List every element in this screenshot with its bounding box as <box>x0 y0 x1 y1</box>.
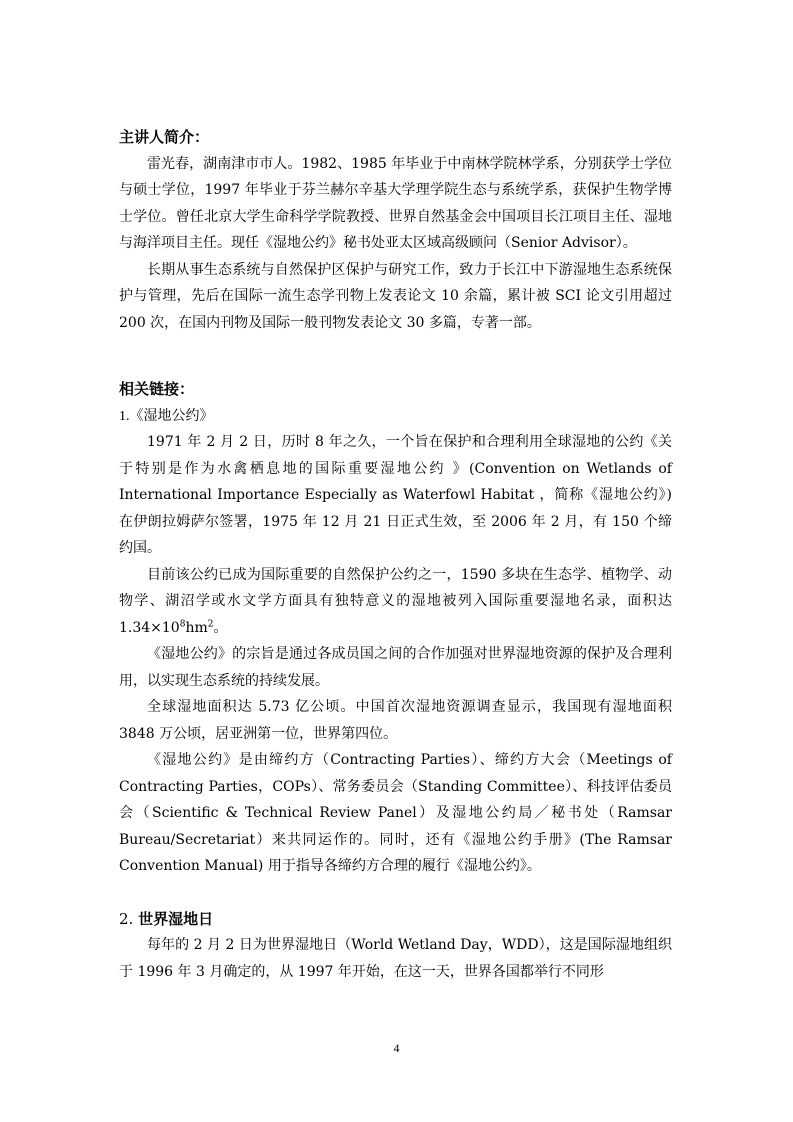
area-unit: hm <box>185 619 208 636</box>
speaker-research-paragraph: 长期从事生态系统与自然保护区保护与研究工作，致力于长江中下游湿地生态系统保护与管理，先后在国际一流生态学刊物上发表论文 10 余篇，累计被 SCI 论文引用超过 200 次，在国内刊物及国际一般刊物发表论文 30 多篇，专著一部。 <box>119 261 672 331</box>
area-unit-exponent: 2 <box>207 618 214 629</box>
wetland-day-paragraph: 每年的 2 月 2 日为世界湿地日（World Wetland Day，WDD），这是国际湿地组织于 1996 年 3 月确定的，从 1997 年开始，在这一天，世界各国都举行不同形 <box>119 937 672 980</box>
section1-title <box>119 403 672 430</box>
convention-area-paragraph <box>119 562 672 642</box>
section2-title <box>119 906 672 933</box>
page-content <box>119 124 672 985</box>
section2-title-text: 世界湿地日 <box>138 909 214 928</box>
section1-title-text: 《湿地公约》 <box>129 407 214 424</box>
speaker-bio-paragraph: 雷光春，湖南津市市人。1982、1985 年毕业于中南林学院林学系，分别获学士学位与硕士学位，1997 年毕业于芬兰赫尔辛基大学理学院生态与系统学系，获保护生物学博士学位。曾任北京大学生命科学学院教授、世界自然基金会中国项目长江项目主任、湿地与海洋项目主任。现任《湿地公约》秘书处亚太区域高级顾问（Senior Advisor）。 <box>119 155 672 251</box>
convention-structure-paragraph: 《湿地公约》是由缔约方（Contracting Parties）、缔约方大会（Meetings of Contracting Parties，COPs）、常务委员会（Standing Committee）、科技评估委员会（Scientific & Technical Review Panel）及湿地公约局／秘书处（Ramsar Bureau/Secretariat）来共同运作的。同时，还有《湿地公约手册》(The Ramsar Convention Manual) 用于指导各缔约方合理的履行《湿地公约》。 <box>119 752 672 874</box>
spacer <box>119 336 672 376</box>
links-heading: 相关链接： <box>119 380 195 398</box>
area-exponent: 8 <box>179 618 186 629</box>
page-number: 4 <box>393 1041 400 1055</box>
section1-number: 1. <box>119 408 130 424</box>
area-text: 目前该公约已成为国际重要的自然保护公约之一，1590 多块在生态学、植物学、动物学、湖沼学或水文学方面具有独特意义的湿地被列入国际重要湿地名录，面积达 1.34×10 <box>119 566 672 636</box>
spacer <box>119 880 672 906</box>
wetland-area-paragraph: 全球湿地面积达 5.73 亿公顷。中国首次湿地资源调查显示，我国现有湿地面积 3848 万公顷，居亚洲第一位，世界第四位。 <box>119 699 672 742</box>
speaker-heading: 主讲人简介： <box>119 128 210 146</box>
convention-purpose-paragraph: 《湿地公约》的宗旨是通过各成员国之间的合作加强对世界湿地资源的保护及合理利用，以实现生态系统的持续发展。 <box>119 646 672 689</box>
section2-number: 2. <box>119 909 134 928</box>
convention-history-paragraph: 1971 年 2 月 2 日，历时 8 年之久，一个旨在保护和合理利用全球湿地的公约《关于特别是作为水禽栖息地的国际重要湿地公约 》(Convention on Wetlands of International Importance Especially as Waterfowl Habitat ，简称《湿地公约》) 在伊朗拉姆萨尔签署，1975 年 12 月 21 日正式生效，至 2006 年 2 月，有 150 个缔约国。 <box>119 434 672 556</box>
area-end: 。 <box>213 619 228 636</box>
